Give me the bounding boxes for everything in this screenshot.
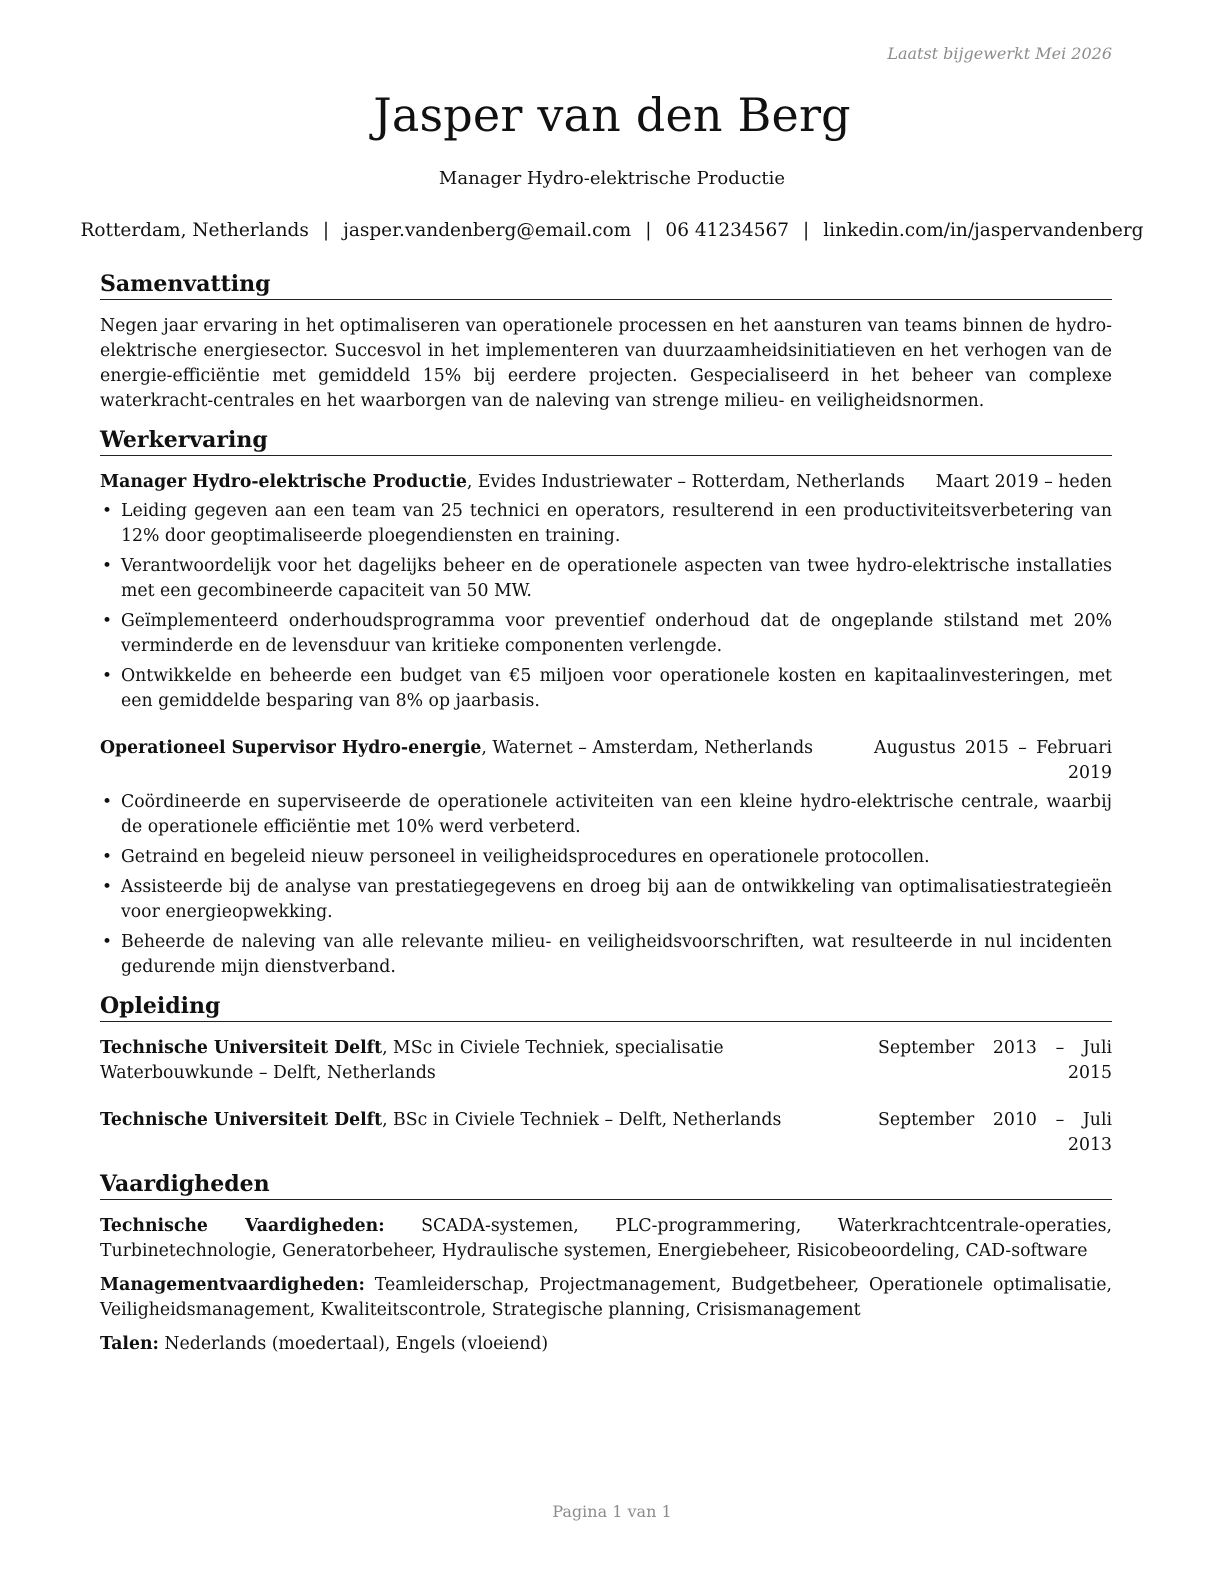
education-dates: September 2013 – Juli 2015 xyxy=(878,1038,1112,1083)
job-entry xyxy=(100,736,1112,980)
section-heading: Vaardigheden xyxy=(100,1170,1112,1200)
separator: | xyxy=(645,220,652,241)
skill-row xyxy=(100,1214,1112,1264)
job-bullets xyxy=(100,499,1112,714)
education-header xyxy=(100,1036,1112,1086)
job-entry xyxy=(100,470,1112,714)
list-item: • Geïmplementeerd onderhoudsprogramma voor preventief onderhoud dat de ongeplande stilstand met 20% verminderde en de levensduur van kritieke componenten verlengde. xyxy=(100,609,1112,659)
candidate-name: Jasper van den Berg xyxy=(373,88,851,142)
job-description xyxy=(100,736,874,761)
job-description xyxy=(100,470,936,495)
skills-section xyxy=(100,1170,1112,1357)
education-entry xyxy=(100,1036,1112,1086)
education-description xyxy=(100,1108,870,1133)
education-dates: September 2010 – Juli 2013 xyxy=(878,1110,1112,1155)
email-link[interactable]: jasper.vandenberg@email.com xyxy=(343,220,632,241)
last-updated: Laatst bijgewerkt Mei 2026 xyxy=(887,44,1112,63)
separator: | xyxy=(322,220,330,241)
phone-number: 06 41234567 xyxy=(665,220,790,241)
list-item: • Ontwikkelde en beheerde een budget van €5 miljoen voor operationele kosten en kapitaalinvesteringen, met een gemiddelde besparing van 8% op jaarbasis. xyxy=(100,664,1112,714)
job-dates: Augustus 2015 – Februari 2019 xyxy=(874,738,1112,783)
section-heading: Samenvatting xyxy=(100,270,1112,300)
separator: | xyxy=(803,220,810,241)
job-bullets xyxy=(100,790,1112,980)
summary-section xyxy=(100,270,1112,414)
list-item: • Leiding gegeven aan een team van 25 technici en operators, resulterend in een productiviteitsverbetering van 12% door geoptimaliseerde ploegendiensten en training. xyxy=(100,499,1112,549)
skill-text: Nederlands (moedertaal), Engels (vloeiend) xyxy=(164,1334,549,1354)
skill-text: Teamleiderschap, Projectmanagement, Budgetbeheer, Operationele optimalisatie, Veiligheidsmanagement, Kwaliteitscontrole, Strategische planning, Crisismanagement xyxy=(100,1275,1112,1320)
linkedin-link[interactable]: linkedin.com/in/jaspervandenberg xyxy=(823,220,1144,241)
school-name: Technische Universiteit Delft xyxy=(100,1110,383,1130)
section-heading: Werkervaring xyxy=(100,426,1112,456)
page-number: Pagina 1 van 1 xyxy=(552,1502,672,1521)
job-role: Operationeel Supervisor Hydro-energie xyxy=(100,738,482,758)
skill-row xyxy=(100,1273,1112,1323)
list-item: • Verantwoordelijk voor het dagelijks beheer en de operationele aspecten van twee hydro-elektrische installaties met een gecombineerde capaciteit van 50 MW. xyxy=(100,554,1112,604)
job-header xyxy=(100,470,1112,495)
job-dates: Maart 2019 – heden xyxy=(935,472,1112,492)
skill-label: Managementvaardigheden: xyxy=(100,1275,365,1295)
skill-label: Talen: xyxy=(100,1334,159,1354)
degree: , MSc in Civiele Techniek, specialisatie Waterbouwkunde – Delft, Netherlands xyxy=(100,1038,724,1083)
skill-text: SCADA-systemen, PLC-programmering, Waterkrachtcentrale-operaties, Turbinetechnologie, Generatorbeheer, Hydraulische systemen, Energiebeheer, Risicobeoordeling, CAD-software xyxy=(100,1216,1113,1261)
education-header xyxy=(100,1108,1112,1158)
section-heading: Opleiding xyxy=(100,992,1112,1022)
job-header xyxy=(100,736,1112,786)
experience-section xyxy=(100,426,1112,980)
education-section xyxy=(100,992,1112,1158)
degree: , BSc in Civiele Techniek – Delft, Netherlands xyxy=(382,1110,782,1130)
location: Rotterdam, Netherlands xyxy=(80,220,309,241)
job-role: Manager Hydro-elektrische Productie xyxy=(100,472,467,492)
job-title: Manager Hydro-elektrische Productie xyxy=(438,168,786,189)
list-item: • Coördineerde en superviseerde de operationele activiteiten van een kleine hydro-elektrische centrale, waarbij de operationele efficiëntie met 10% werd verbeterd. xyxy=(100,790,1112,840)
summary-text: Negen jaar ervaring in het optimaliseren van operationele processen en het aansturen van teams binnen de hydro-elektrische energiesector. Succesvol in het implementeren van duurzaamheidsinitiatieven en het verhogen van de energie-efficiëntie met gemiddeld 15% bij eerdere projecten. Gespecialiseerd in het beheer van complexe waterkracht-centrales en het waarborgen van de naleving van strenge milieu- en veiligheidsnormen. xyxy=(100,316,1112,411)
job-employer: , Waternet – Amsterdam, Netherlands xyxy=(481,738,814,758)
school-name: Technische Universiteit Delft xyxy=(100,1038,383,1058)
education-entry xyxy=(100,1108,1112,1158)
list-item: • Beheerde de naleving van alle relevante milieu- en veiligheidsvoorschriften, wat resulteerde in nul incidenten gedurende mijn dienstverband. xyxy=(100,930,1112,980)
contact-line xyxy=(0,220,1224,241)
list-item: • Getraind en begeleid nieuw personeel in veiligheidsprocedures en operationele protocollen. xyxy=(100,845,1112,870)
job-employer: , Evides Industriewater – Rotterdam, Netherlands xyxy=(466,472,905,492)
education-description xyxy=(100,1036,870,1086)
list-item: • Assisteerde bij de analyse van prestatiegegevens en droeg bij aan de ontwikkeling van optimalisatiestrategieën voor energieopwekking. xyxy=(100,875,1112,925)
skill-row xyxy=(100,1332,1112,1357)
resume-content xyxy=(100,270,1112,1369)
skill-label: Technische Vaardigheden: xyxy=(100,1216,385,1236)
